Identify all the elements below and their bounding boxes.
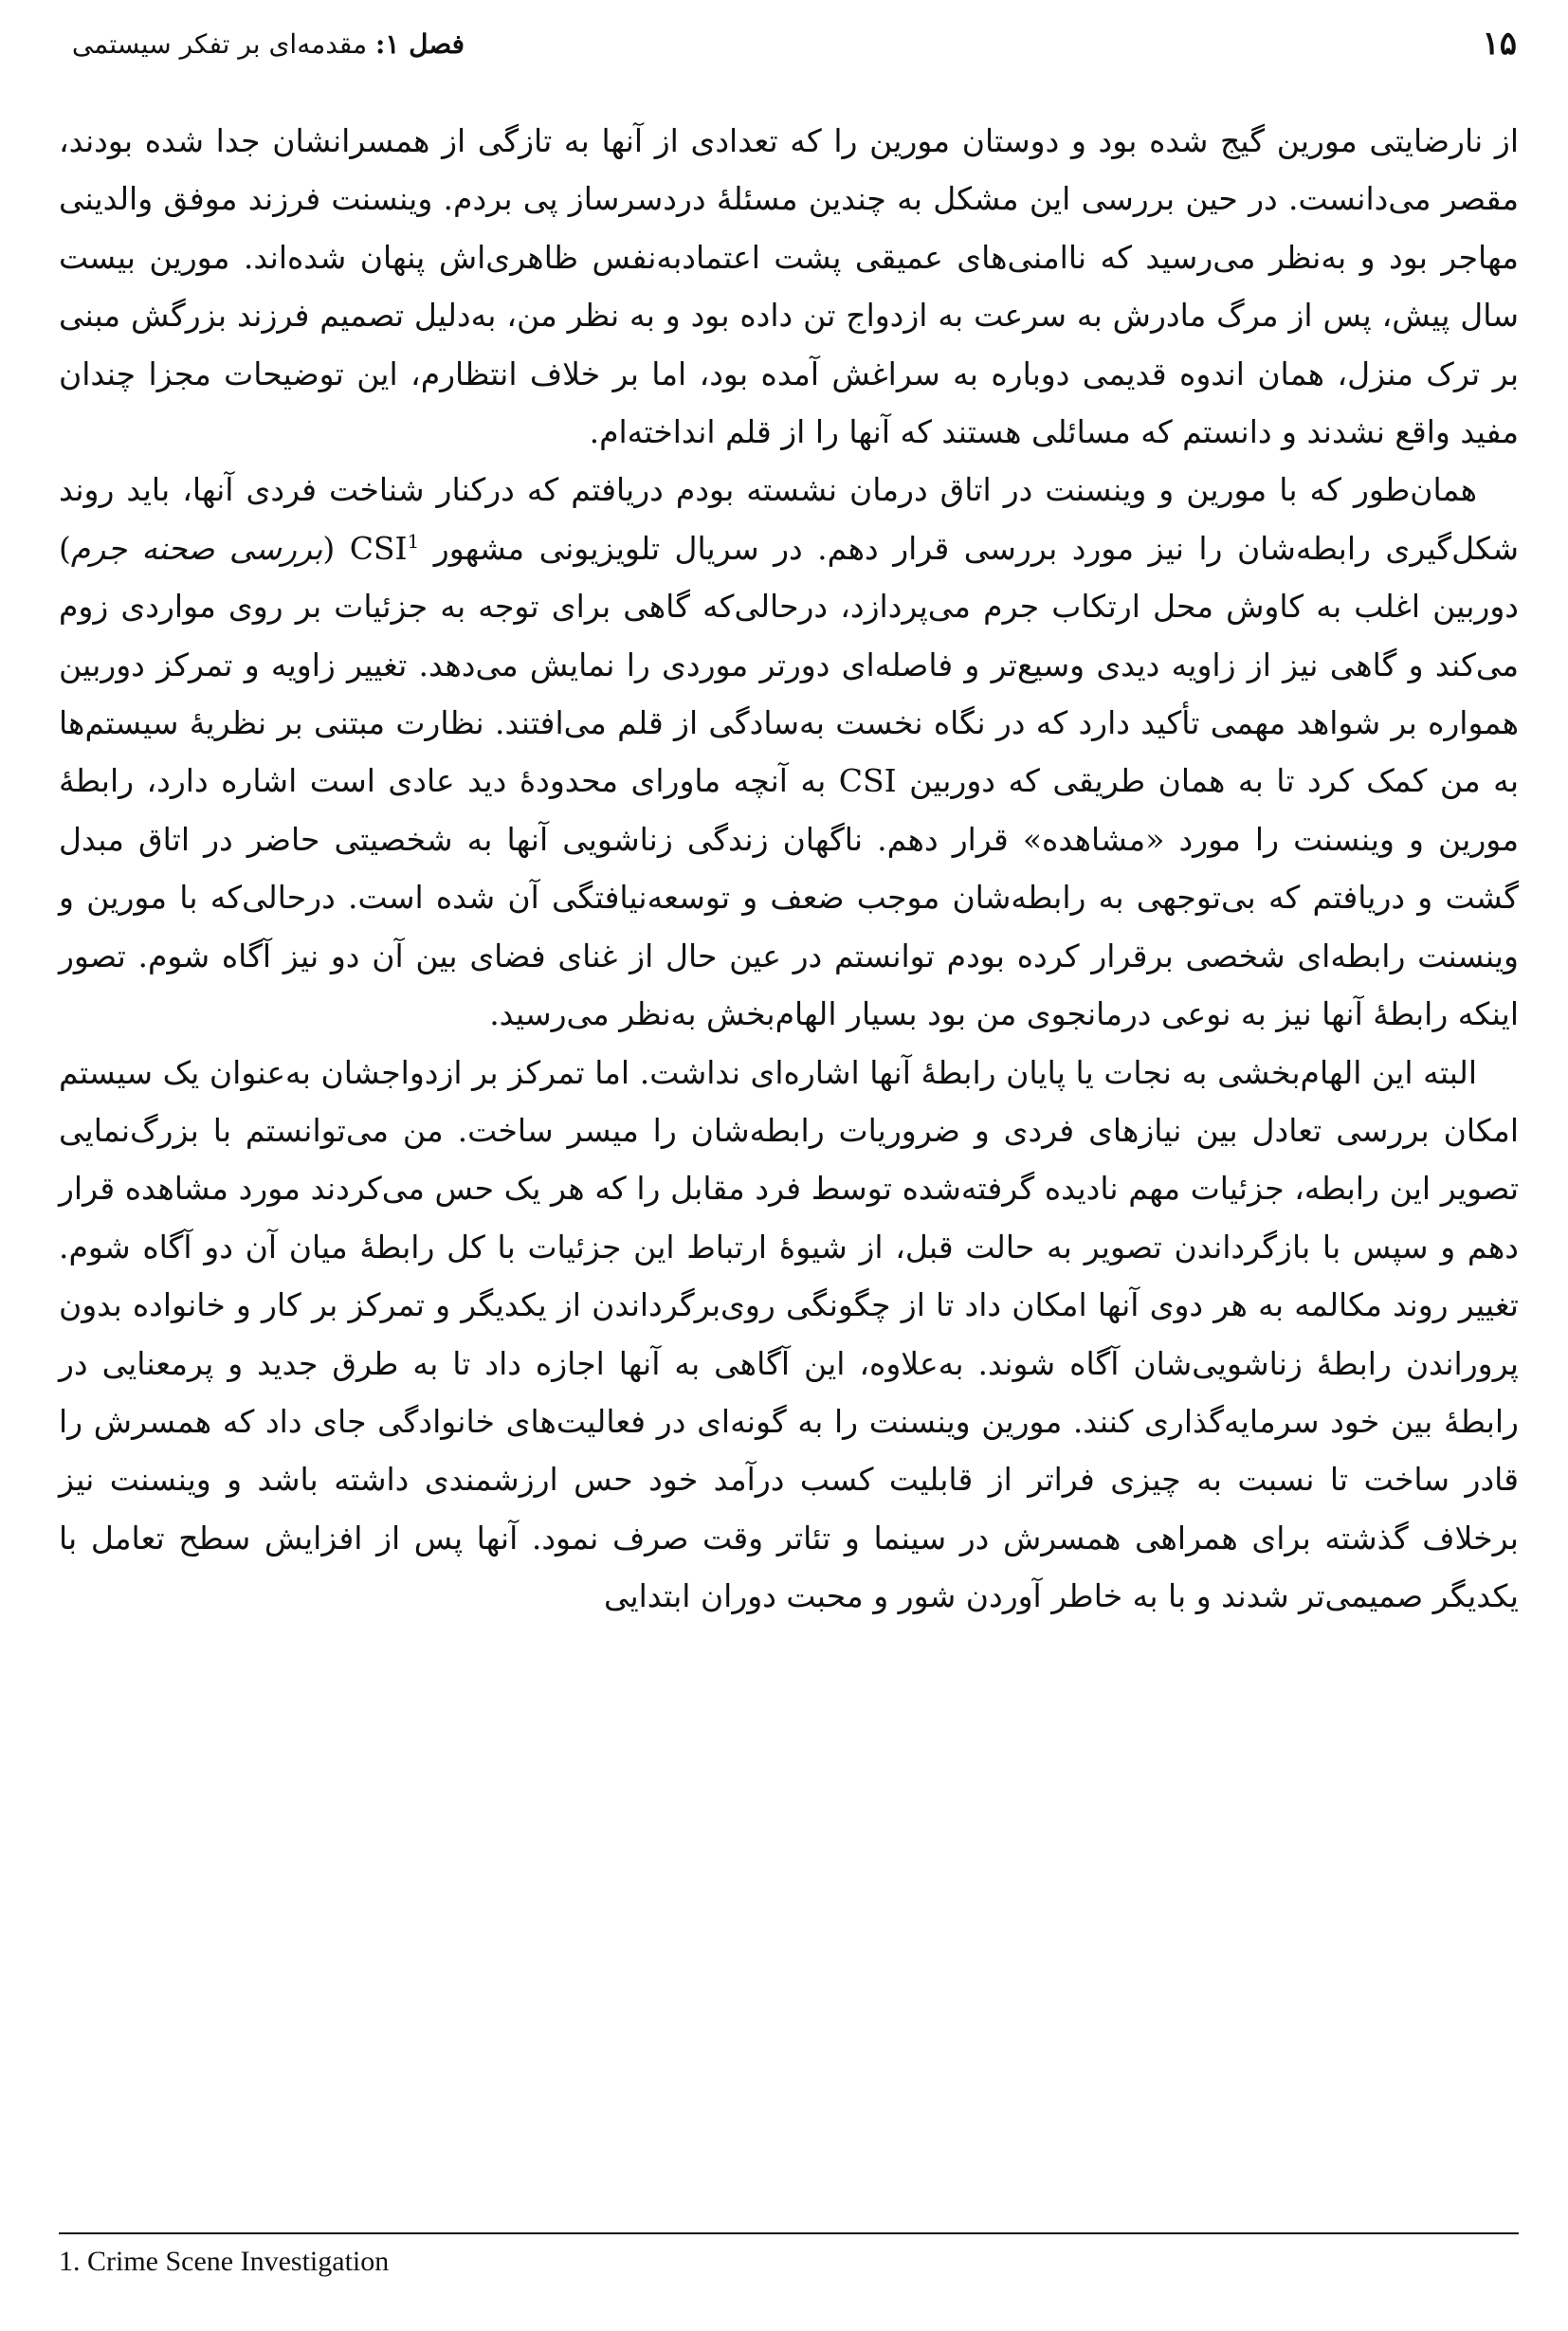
footnote-divider	[59, 2232, 1519, 2234]
paragraph-3: البته این الهام‌بخشی به نجات یا پایان رابطهٔ آنها اشاره‌ای نداشت. اما تمرکز بر ازدواجشان به‌عنوان یک سیستم امکان بررسی تعادل بین نیازهای فردی و ضروریات رابطه‌شان را میسر ساخت. من می‌توانستم با بزرگ‌نمایی تصویر این رابطه، جزئیات مهم نادیده گرفته‌شده توسط فرد مقابل را که هر یک حس می‌کردند مورد مشاهده قرار دهم و سپس با بازگرداندن تصویر به حالت قبل، از شیوهٔ ارتباط این جزئیات با کل رابطهٔ میان آن دو آگاه شوم. تغییر روند مکالمه به هر دوی آنها امکان داد تا از چگونگی روی‌برگرداندن از یکدیگر و تمرکز بر کار و خانواده بدون پروراندن رابطهٔ زناشویی‌شان آگاه شوند. به‌علاوه، این آگاهی به آنها اجازه داد تا به طرق جدید و پرمعنایی در رابطهٔ بین خود سرمایه‌گذاری کنند. مورین وینسنت را به گونه‌ای در فعالیت‌های خانوادگی جای داد که همسرش را قادر ساخت تا نسبت به چیزی فراتر از قابلیت کسب درآمد خود حس ارزشمندی داشته باشد و وینسنت نیز برخلاف گذشته برای همراهی همسرش در سینما و تئاتر وقت صرف نمود. آنها پس از افزایش سطح تعامل با یکدیگر صمیمی‌تر شدند و با به خاطر آوردن شور و محبت دوران ابتدایی	[59, 1053, 1519, 1615]
paragraph-1: از نارضایتی مورین گیج شده بود و دوستان مورین را که تعدادی از آنها به تازگی از همسرانشان جدا شده بودند، مقصر می‌دانست. در حین بررسی این مشکل به چندین مسئلهٔ دردسرساز پی بردم. وینسنت فرزند موفق والدینی مهاجر بود و به‌نظر می‌رسید که ناامنی‌های عمیقی پشت اعتمادبه‌نفس ظاهری‌اش پنهان شده‌اند. مورین بیست سال پیش، پس از مرگ مادرش به سرعت به ازدواج تن داده بود و به نظر من، به‌دلیل تصمیم فرزند بزرگش مبنی بر ترک منزل، همان اندوه قدیمی دوباره به سراغش آمده بود، اما بر خلاف انتظارم، این توضیحات مجزا چندان مفید واقع نشدند و دانستم که مسائلی هستند که آنها را از قلم انداخته‌ام.	[59, 122, 1519, 451]
body-text	[59, 112, 1519, 1626]
footnote-reference: 1	[407, 529, 420, 553]
footnote: 1. Crime Scene Investigation	[59, 2246, 390, 2277]
page-number: ۱۵	[1482, 25, 1517, 63]
running-title	[72, 28, 465, 60]
paragraph-2-rest: ) دوربین اغلب به کاوش محل ارتکاب جرم می‌پردازد، درحالی‌که گاهی برای توجه به جزئیات بر روی مواردی زوم می‌کند و گاهی نیز از زاویه دیدی وسیع‌تر و فاصله‌ای دورتر موردی را نمایش می‌دهد. تغییر زاویه و تمرکز دوربین همواره بر شواهد مهمی تأکید دارد که در نگاه نخست به‌سادگی از قلم می‌افتند. نظارت مبتنی بر نظریهٔ سیستم‌ها به من کمک کرد تا به همان طریقی که دوربین CSI به آنچه ماورای محدودهٔ دید عادی است اشاره دارد، رابطهٔ مورین و وینسنت را مورد «مشاهده» قرار دهم. ناگهان زندگی زناشویی آنها به شخصیتی حاضر در اتاق مبدل گشت و دریافتم که بی‌توجهی به رابطه‌شان موجب ضعف و توسعه‌نیافتگی آن شده است. درحالی‌که با مورین و وینسنت رابطه‌ای شخصی برقرار کرده بودم توانستم در عین حال از غنای فضای بین آن دو نیز آگاه شوم. تصور اینکه رابطهٔ آنها نیز به نوعی درمانجوی من بود بسیار الهام‌بخش به‌نظر می‌رسید.	[59, 529, 1520, 1033]
chapter-label: فصل ۱:	[374, 28, 465, 60]
page-header	[57, 21, 1517, 78]
paragraph-2-start: همان‌طور که با مورین و وینسنت در اتاق درمان نشسته بودم دریافتم که درکنار شناخت فردی آنها، باید روند شکل‌گیری رابطه‌شان را نیز مورد بررسی قرار دهم. در سریال تلویزیونی مشهور CSI	[59, 471, 1519, 567]
paragraph-2	[59, 461, 1519, 1043]
paragraph-2-italic: بررسی صحنه جرم	[70, 529, 323, 567]
chapter-title: مقدمه‌ای بر تفکر سیستمی	[71, 28, 368, 60]
paragraph-2-paren: (	[322, 529, 350, 567]
